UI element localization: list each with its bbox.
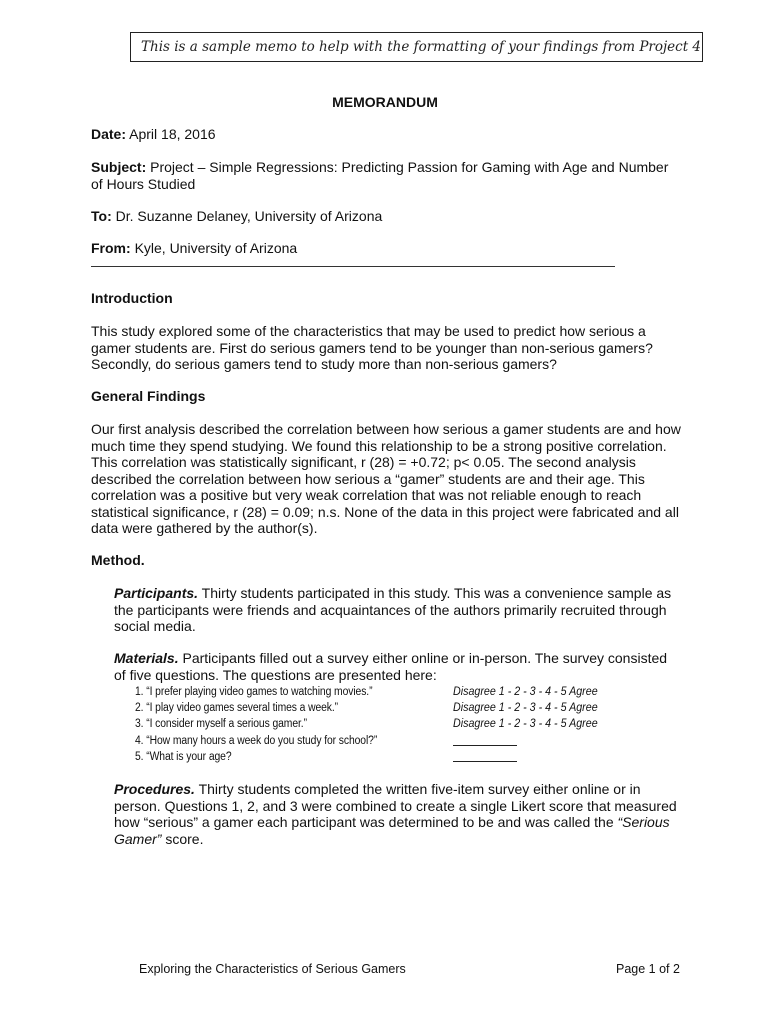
date-value: April 18, 2016	[129, 126, 216, 142]
question-1: 1. “I prefer playing video games to watching movies.”	[135, 686, 373, 698]
to-value: Dr. Suzanne Delaney, University of Arizona	[115, 208, 383, 224]
participants-paragraph	[114, 585, 714, 635]
memo-title: MEMORANDUM	[332, 94, 438, 110]
procedures-paragraph	[114, 781, 714, 847]
paragraph-line: much time they spend studying. We found this relationship to be a strong positive correlation.	[91, 437, 667, 454]
subject-value-1: Project – Simple Regressions: Predicting Passion for Gaming with Age and Number	[150, 159, 669, 175]
to-label: To:	[91, 208, 112, 224]
paragraph-line: This correlation was statistically significant, r (28) = +0.72; p< 0.05. The second analysis	[91, 454, 636, 470]
participants-label: Participants.	[114, 585, 199, 601]
paragraph-line	[114, 814, 714, 831]
materials-paragraph	[114, 650, 714, 683]
paragraph-line	[114, 831, 714, 848]
subject-line	[91, 159, 668, 175]
from-line	[91, 240, 297, 256]
materials-label: Materials.	[114, 650, 179, 666]
paragraph-line	[114, 650, 714, 667]
page-number: Page 1 of 2	[616, 962, 680, 976]
from-value: Kyle, University of Arizona	[134, 240, 298, 256]
paragraph-line: Secondly, do serious gamers tend to study more than non-serious gamers?	[91, 356, 557, 372]
paragraph-line: This study explored some of the characteristics that may be used to predict how serious a	[91, 323, 646, 339]
introduction-paragraph	[91, 323, 691, 373]
from-label: From:	[91, 240, 131, 256]
procedures-label: Procedures.	[114, 781, 195, 797]
question-4: 4. “How many hours a week do you study for school?”	[135, 735, 378, 747]
paragraph-line: person. Questions 1, 2, and 3 were combined to create a single Likert score that measured	[114, 797, 677, 814]
header-divider	[91, 266, 615, 267]
to-line	[91, 208, 382, 224]
answer-blank-5	[453, 761, 517, 762]
paragraph-line: described the correlation between how serious a “gamer” students are and their age. This	[91, 470, 645, 487]
serious-term-end: Gamer”	[114, 830, 162, 847]
subject-value-2: of Hours Studied	[91, 175, 196, 192]
paragraph-line: the participants were friends and acquaintances of the authors primarily recruited through	[114, 601, 667, 618]
question-3: 3. “I consider myself a serious gamer.”	[135, 718, 307, 730]
likert-scale-3: Disagree 1 - 2 - 3 - 4 - 5 Agree	[453, 718, 598, 730]
paragraph-line	[114, 585, 714, 602]
introduction-heading: Introduction	[91, 290, 173, 306]
procedures-text-4: score.	[161, 830, 204, 847]
likert-scale-2: Disagree 1 - 2 - 3 - 4 - 5 Agree	[453, 702, 598, 714]
paragraph-line: social media.	[114, 618, 196, 634]
subject-label: Subject:	[91, 159, 147, 175]
serious-term-start: “Serious	[617, 814, 670, 830]
sample-memo-banner: This is a sample memo to help with the formatting of your findings from Project 4	[130, 32, 703, 62]
likert-scale-1: Disagree 1 - 2 - 3 - 4 - 5 Agree	[453, 686, 598, 698]
date-label: Date:	[91, 126, 127, 142]
paragraph-line: Our first analysis described the correlation between how serious a gamer students are and how	[91, 421, 681, 437]
question-2: 2. “I play video games several times a week.”	[135, 702, 339, 714]
paragraph-line	[114, 781, 714, 798]
materials-text-1: Participants filled out a survey either online or in-person. The survey consisted	[178, 650, 668, 666]
paragraph-line: of five questions. The questions are presented here:	[114, 666, 437, 683]
paragraph-line: statistical significance, r (28) = 0.09; n.s. None of the data in this project were fabricated and all	[91, 503, 679, 520]
date-line	[91, 126, 216, 142]
footer-title: Exploring the Characteristics of Serious Gamers	[139, 962, 406, 976]
paragraph-line: correlation was a positive but very weak correlation that was not reliable enough to reach	[91, 487, 642, 503]
question-5: 5. “What is your age?	[135, 751, 232, 763]
answer-blank-4	[453, 745, 517, 746]
paragraph-line: data were gathered by the author(s).	[91, 520, 318, 536]
procedures-text-3: how “serious” a gamer each participant was determined to be and was called the	[114, 814, 618, 830]
general-findings-heading: General Findings	[91, 388, 206, 404]
paragraph-line: gamer students are. First do serious gamers tend to be younger than non-serious gamers?	[91, 339, 653, 356]
method-heading: Method.	[91, 552, 145, 568]
procedures-text-1: Thirty students completed the written five-item survey either online or in	[194, 781, 641, 797]
participants-text-1: Thirty students participated in this study. This was a convenience sample as	[198, 585, 672, 601]
general-findings-paragraph	[91, 421, 691, 537]
